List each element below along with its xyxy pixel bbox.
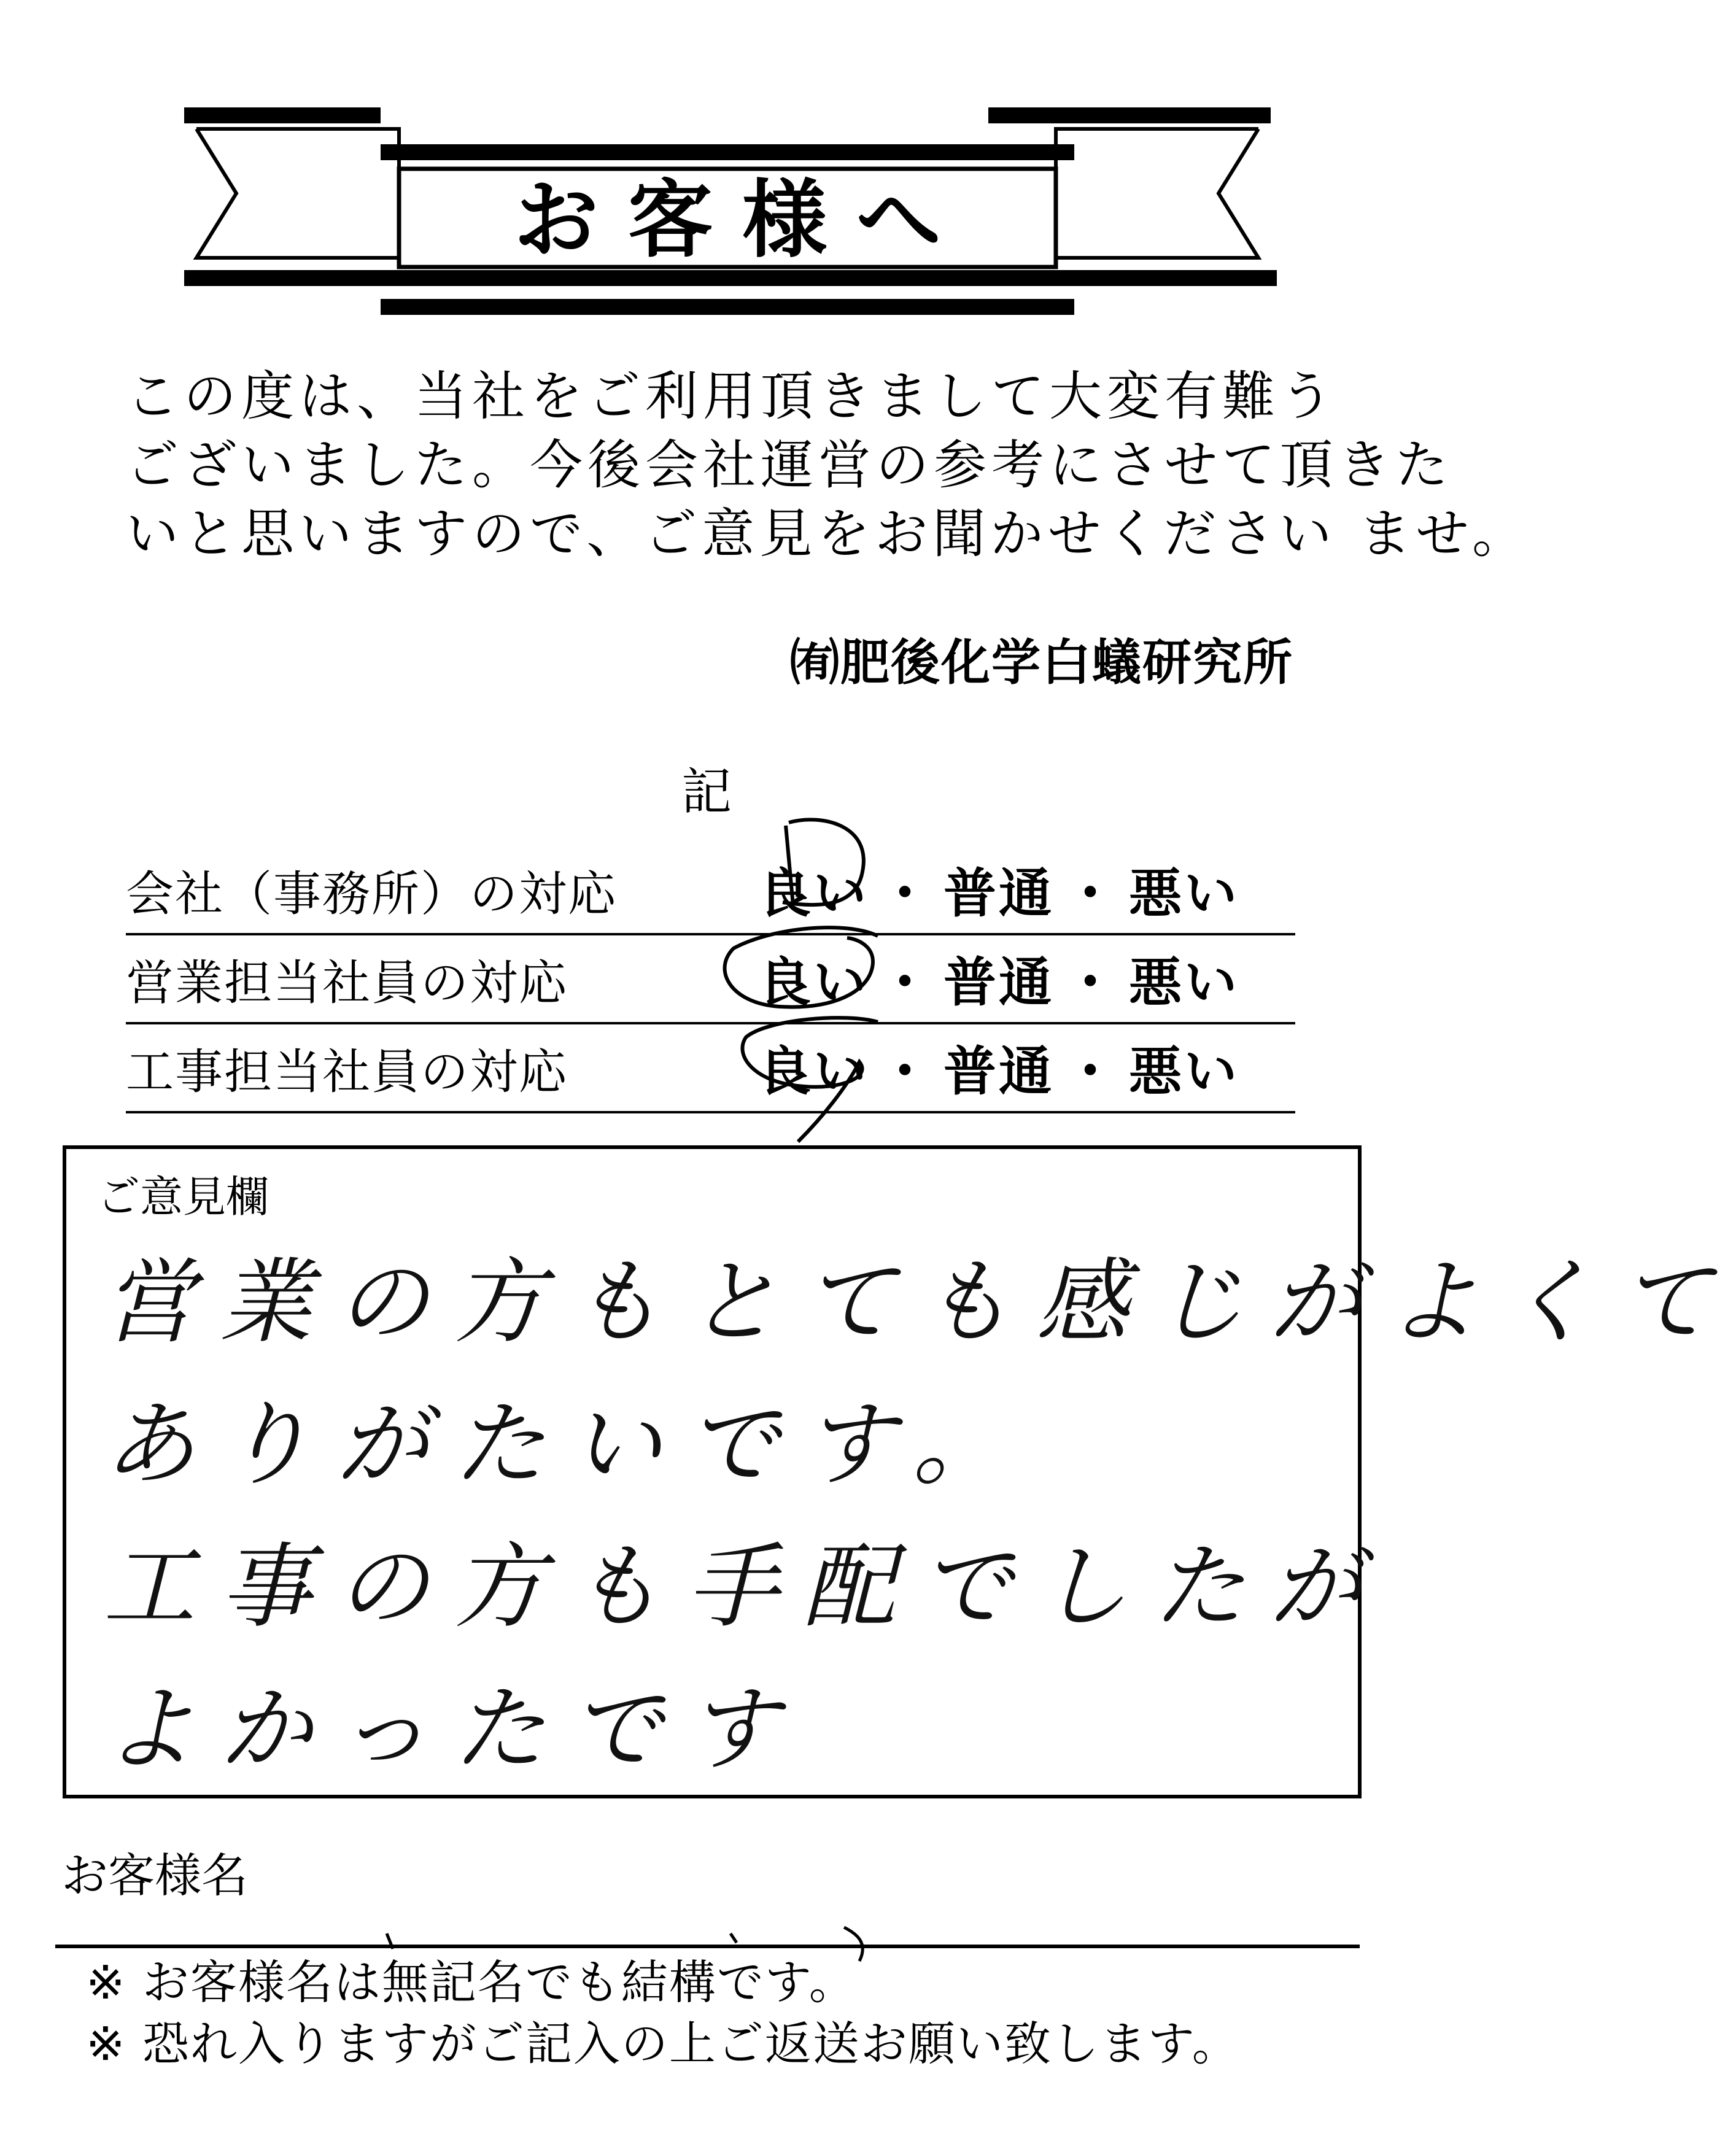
rating-options — [758, 940, 1239, 1016]
comment-title: ご意見欄 — [97, 1172, 269, 1222]
handwritten-line: 営業の方もとても感じがよくて — [103, 1249, 1736, 1356]
separator-dot: ・ — [1064, 863, 1119, 924]
title-banner — [178, 101, 1277, 335]
ki-heading: 記 — [681, 763, 732, 821]
option-normal[interactable]: 普通 — [944, 863, 1054, 924]
footer-notes — [86, 1952, 1240, 2075]
handwritten-line: 工事の方も手配でしたが — [103, 1534, 1387, 1641]
option-good[interactable]: 良い — [758, 952, 869, 1013]
option-normal[interactable]: 普通 — [944, 1041, 1054, 1102]
separator-dot: ・ — [878, 1041, 934, 1102]
intro-line: いと思いますので、ご意見をお聞かせください ませ。 — [126, 503, 1530, 565]
rating-options — [758, 851, 1239, 927]
rating-options — [758, 1029, 1239, 1105]
comment-box[interactable] — [63, 1145, 1736, 1798]
separator-dot: ・ — [1064, 952, 1119, 1013]
option-good[interactable]: 良い — [758, 1041, 869, 1102]
customer-name-field[interactable] — [55, 1945, 1360, 1948]
customer-name-label: お客様名 — [61, 1848, 248, 1903]
rating-label: 工事担当社員の対応 — [126, 1045, 568, 1100]
note-line: ※ 恐れ入りますがご記入の上ご返送お願い致します。 — [86, 2016, 1240, 2071]
rating-row-construction — [126, 1022, 1295, 1113]
intro-line: ございました。今後会社運営の参考にさせて頂きた — [126, 435, 1453, 496]
rating-label: 会社（事務所）の対応 — [126, 867, 618, 922]
note-line: ※ お客様名は無記名でも結構です。 — [86, 1955, 857, 2010]
option-bad[interactable]: 悪い — [1129, 952, 1239, 1013]
handwritten-line: ありがたいです。 — [103, 1391, 1029, 1498]
handwritten-comment — [103, 1223, 1736, 1792]
option-bad[interactable]: 悪い — [1129, 863, 1239, 924]
rating-row-sales — [126, 933, 1295, 1024]
intro-line: この度は、当社をご利用頂きまして大変有難う — [126, 366, 1338, 427]
option-bad[interactable]: 悪い — [1129, 1041, 1239, 1102]
option-normal[interactable]: 普通 — [944, 952, 1054, 1013]
intro-paragraph — [126, 362, 1530, 568]
separator-dot: ・ — [1064, 1041, 1119, 1102]
rating-label: 営業担当社員の対応 — [126, 956, 568, 1011]
separator-dot: ・ — [878, 863, 934, 924]
option-good[interactable]: 良い — [758, 863, 869, 924]
company-name: ㈲肥後化学白蟻研究所 — [790, 634, 1293, 691]
banner-title: お客様へ — [513, 169, 971, 269]
rating-row-office — [126, 844, 1295, 935]
handwritten-line: よかったです — [103, 1676, 804, 1783]
separator-dot: ・ — [878, 952, 934, 1013]
